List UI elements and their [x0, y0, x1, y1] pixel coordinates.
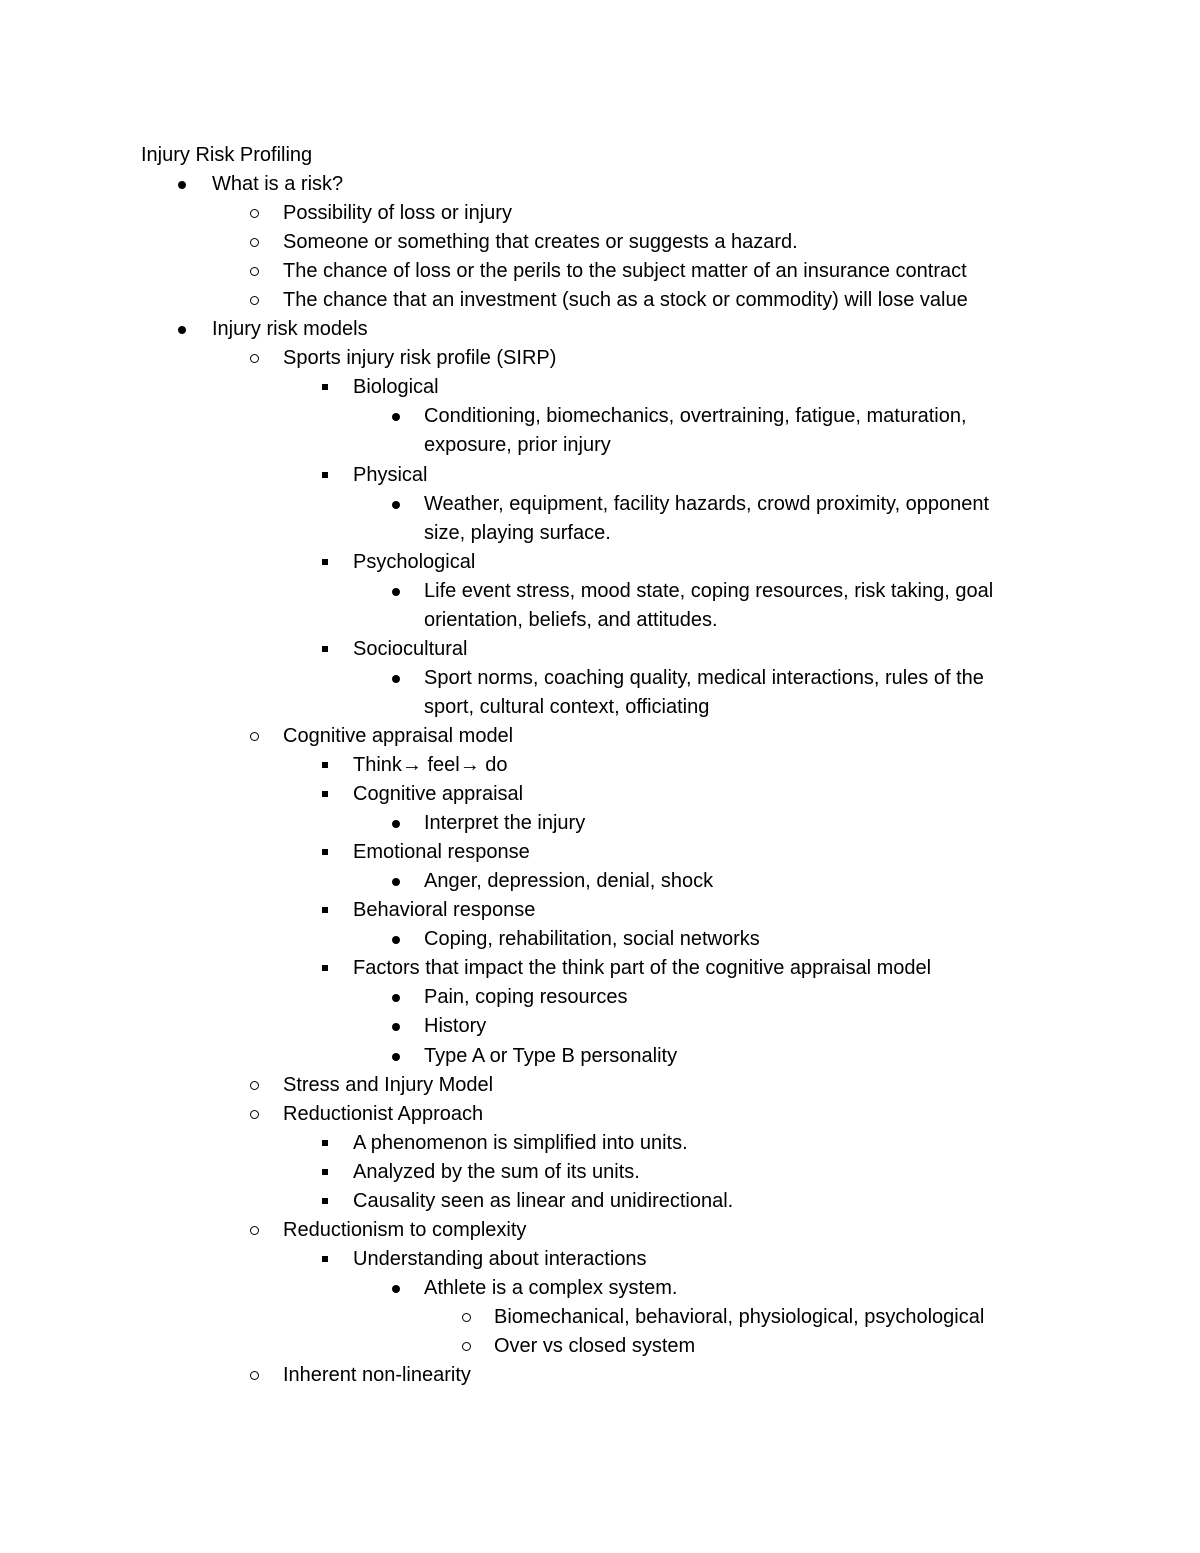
list-item-text: The chance that an investment (such as a stock or commodity) will lose value: [283, 289, 968, 312]
list-item-text: Sports injury risk profile (SIRP): [283, 347, 557, 370]
list-item-text: Athlete is a complex system.: [424, 1276, 678, 1299]
list-item-text: Reductionism to complexity: [283, 1218, 527, 1241]
list-item-text: Someone or something that creates or suggests a hazard.: [283, 231, 798, 254]
list-item-text: Psychological: [353, 550, 476, 573]
list-item-text: exposure, prior injury: [424, 434, 611, 457]
list-item-text: Analyzed by the sum of its units.: [353, 1160, 640, 1183]
list-item-text: A phenomenon is simplified into units.: [353, 1131, 688, 1154]
list-item-text: Inherent non-linearity: [283, 1364, 471, 1387]
list-item-text: Stress and Injury Model: [283, 1073, 494, 1096]
list-item-text: Behavioral response: [353, 899, 536, 922]
list-item-text: Cognitive appraisal model: [283, 724, 514, 747]
list-item-text: Reductionist Approach: [283, 1102, 484, 1125]
list-item-text: Over vs closed system: [494, 1335, 696, 1357]
list-item-text: Type A or Type B personality: [424, 1044, 678, 1067]
list-item-text: History: [424, 1015, 487, 1038]
list-item-text: size, playing surface.: [424, 521, 611, 544]
list-item-text: Physical: [353, 463, 428, 486]
list-item-text: Possibility of loss or injury: [283, 202, 512, 225]
list-item-text: Conditioning, biomechanics, overtraining, fatigue, maturation,: [424, 405, 967, 428]
list-item-text: Pain, coping resources: [424, 986, 628, 1009]
list-item-text: Biological: [353, 376, 439, 399]
list-item-text: Anger, depression, denial, shock: [424, 870, 714, 893]
list-item-text: Coping, rehabilitation, social networks: [424, 928, 760, 951]
list-item-text: Sociocultural: [353, 637, 468, 660]
list-item-text: Understanding about interactions: [353, 1247, 647, 1270]
list-item-text: Injury risk models: [212, 318, 368, 341]
list-item-text: Biomechanical, behavioral, physiological, psychological: [494, 1305, 985, 1328]
list-item-text: The chance of loss or the perils to the subject matter of an insurance contract: [283, 260, 967, 283]
list-item-text: Sport norms, coaching quality, medical interactions, rules of the: [424, 666, 984, 689]
list-item-text: Think→ feel→ do: [353, 754, 508, 776]
list-item-text: Weather, equipment, facility hazards, crowd proximity, opponent: [424, 492, 990, 515]
list-item-text: What is a risk?: [212, 173, 344, 195]
list-item-text: sport, cultural context, officiating: [424, 695, 710, 718]
list-item-text: Factors that impact the think part of the cognitive appraisal model: [353, 957, 932, 980]
list-item-text: Interpret the injury: [424, 812, 586, 835]
list-item-text: orientation, beliefs, and attitudes.: [424, 608, 718, 631]
list-item-text: Emotional response: [353, 841, 530, 864]
document-title: Injury Risk Profiling: [141, 144, 313, 166]
list-item-text: Causality seen as linear and unidirectional.: [353, 1189, 734, 1212]
list-item-text: Life event stress, mood state, coping resources, risk taking, goal: [424, 579, 994, 602]
list-item-text: Cognitive appraisal: [353, 783, 524, 806]
